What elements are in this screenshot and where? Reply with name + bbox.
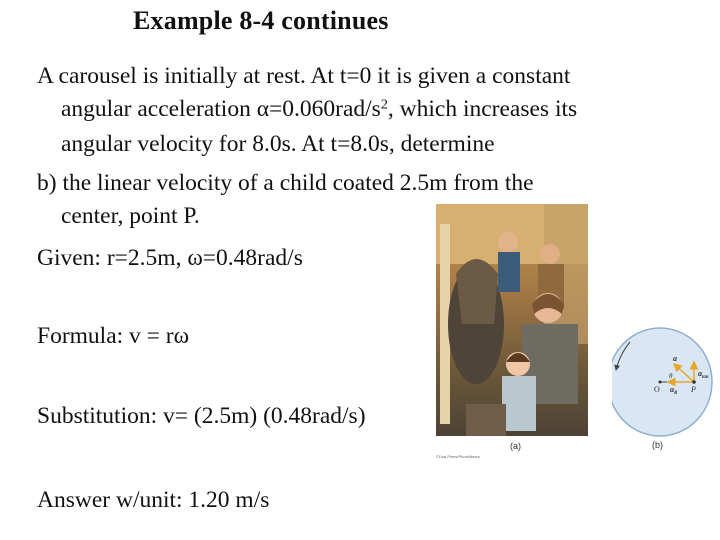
- diagram-label: (b): [652, 440, 663, 450]
- formula-line: Formula: v = rω: [37, 323, 190, 349]
- part-b-line-1: b) the linear velocity of a child coated 2.5m from the: [37, 170, 534, 196]
- carousel-diagram: [612, 320, 720, 460]
- label-a-r: $a_R$: [670, 385, 678, 396]
- origin-dot: [659, 381, 662, 384]
- problem-line-2-text: angular acceleration α=0.060rad/s: [61, 96, 381, 122]
- photo-label: (a): [510, 441, 521, 451]
- substitution-line: Substitution: v= (2.5m) (0.48rad/s): [37, 403, 366, 429]
- point-p-dot: [692, 380, 696, 384]
- label-p: P: [691, 385, 696, 394]
- label-a-tan: $a_{tan}$: [698, 369, 709, 380]
- part-b-line-2: center, point P.: [61, 203, 200, 229]
- photo-credit: ©Lisa Pines/Photolibrary: [436, 454, 480, 459]
- problem-line-3: angular velocity for 8.0s. At t=8.0s, determine: [61, 131, 495, 157]
- label-a: a: [673, 354, 677, 363]
- problem-line-1: A carousel is initially at rest. At t=0 it is given a constant: [37, 63, 571, 89]
- superscript-2: 2: [380, 96, 388, 113]
- answer-line: Answer w/unit: 1.20 m/s: [37, 487, 270, 513]
- given-line: Given: r=2.5m, ω=0.48rad/s: [37, 245, 303, 271]
- carousel-photo: [436, 204, 588, 436]
- problem-line-2-text-end: , which increases its: [387, 96, 578, 122]
- label-origin: O: [654, 385, 660, 394]
- label-theta: θ: [669, 372, 673, 380]
- slide-title: Example 8-4 continues: [133, 6, 389, 35]
- problem-line-2: [61, 94, 577, 124]
